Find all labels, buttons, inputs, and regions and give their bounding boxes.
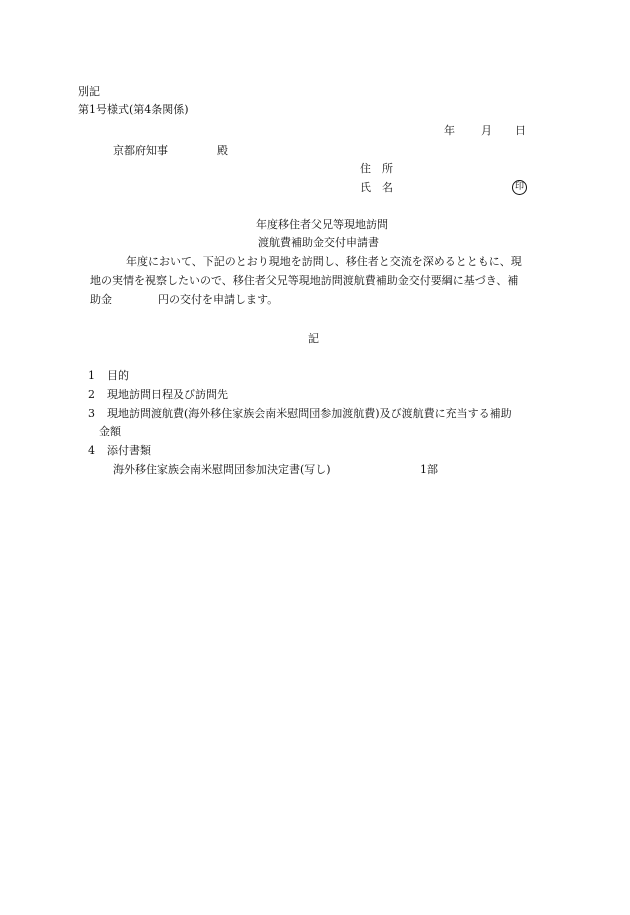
body-line-1: 年度において、下記のとおり現地を訪問し、移住者と交流を深めるとともに、現 bbox=[126, 255, 522, 268]
attachment-name: 海外移住家族会南米慰問団参加決定書(写し) bbox=[113, 463, 331, 476]
item-number-2: 2 bbox=[88, 388, 95, 401]
seal-icon: 印 bbox=[512, 180, 527, 195]
body-line-2: 地の実情を視察したいので、移住者父兄等現地訪問渡航費補助金交付要綱に基づき、補 bbox=[90, 274, 519, 287]
title-line-2: 渡航費補助金交付申請書 bbox=[258, 236, 379, 249]
addressee-name: 京都府知事 bbox=[113, 144, 168, 157]
item-text-3-continuation: 金額 bbox=[99, 425, 121, 438]
title-line-1: 年度移住者父兄等現地訪問 bbox=[256, 218, 388, 231]
item-text-2: 現地訪問日程及び訪問先 bbox=[107, 388, 228, 401]
item-number-1: 1 bbox=[88, 369, 95, 382]
item-text-3: 現地訪問渡航費(海外移住家族会南米慰問団参加渡航費)及び渡航費に充当する補助 bbox=[107, 407, 512, 420]
item-text-1: 目的 bbox=[107, 369, 129, 382]
addressee-honorific: 殿 bbox=[217, 144, 228, 157]
item-number-4: 4 bbox=[88, 444, 95, 457]
form-number: 第1号様式(第4条関係) bbox=[78, 103, 189, 116]
attachment-quantity: 1部 bbox=[420, 463, 438, 476]
name-label: 氏 名 bbox=[360, 181, 393, 194]
date-day: 日 bbox=[515, 124, 526, 137]
annex-label: 別記 bbox=[78, 85, 100, 98]
body-line-3-prefix: 助金 bbox=[90, 293, 112, 306]
date-year: 年 bbox=[444, 124, 455, 137]
note-heading: 記 bbox=[308, 332, 319, 345]
address-label: 住 所 bbox=[360, 162, 393, 175]
body-line-3-suffix: 円の交付を申請します。 bbox=[158, 293, 279, 306]
item-text-4: 添付書類 bbox=[107, 444, 151, 457]
item-number-3: 3 bbox=[88, 407, 95, 420]
date-month: 月 bbox=[481, 124, 492, 137]
